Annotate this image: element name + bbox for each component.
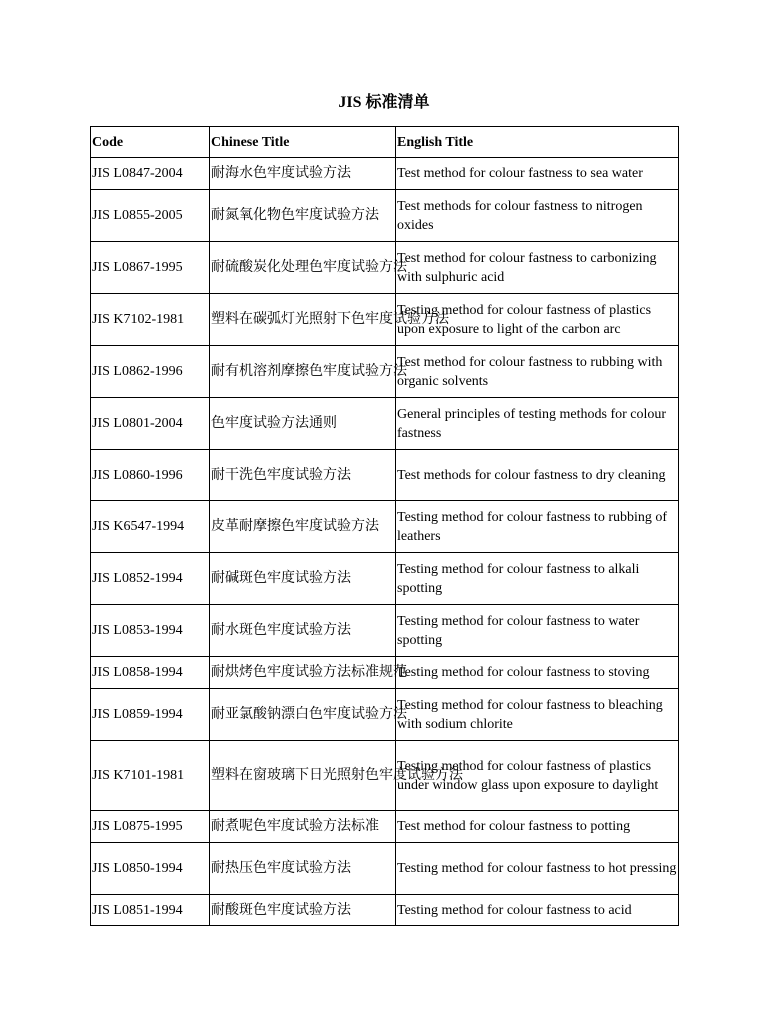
document-title: JIS 标准清单 <box>338 94 430 111</box>
cell-english-title: Testing method for colour fastness to hot pressing <box>396 843 679 895</box>
table-row <box>91 242 679 294</box>
table-row <box>91 398 679 450</box>
table-row <box>91 553 679 605</box>
cell-code: JIS L0847-2004 <box>91 158 210 190</box>
cell-chinese-title: 耐海水色牢度试验方法 <box>210 158 396 190</box>
standards-table <box>90 126 679 926</box>
table-row <box>91 741 679 811</box>
cell-code: JIS L0850-1994 <box>91 843 210 895</box>
cell-chinese-title: 耐硫酸炭化处理色牢度试验方法 <box>210 242 396 294</box>
cell-chinese-title: 色牢度试验方法通则 <box>210 398 396 450</box>
cell-english-title: Test method for colour fastness to carbonizing with sulphuric acid <box>396 242 679 294</box>
header-english-title: English Title <box>396 127 679 158</box>
cell-chinese-title: 耐氮氧化物色牢度试验方法 <box>210 190 396 242</box>
header-chinese-title: Chinese Title <box>210 127 396 158</box>
table-row <box>91 190 679 242</box>
cell-code: JIS K6547-1994 <box>91 501 210 553</box>
cell-code: JIS L0875-1995 <box>91 811 210 843</box>
cell-english-title: Test method for colour fastness to sea water <box>396 158 679 190</box>
table-row <box>91 294 679 346</box>
cell-chinese-title: 耐碱斑色牢度试验方法 <box>210 553 396 605</box>
table-row <box>91 158 679 190</box>
cell-english-title: Test methods for colour fastness to nitrogen oxides <box>396 190 679 242</box>
table-row <box>91 346 679 398</box>
table-header-row <box>91 127 679 158</box>
table-row <box>91 895 679 926</box>
cell-code: JIS L0858-1994 <box>91 657 210 689</box>
table-row <box>91 501 679 553</box>
cell-chinese-title: 耐煮呢色牢度试验方法标准 <box>210 811 396 843</box>
header-code: Code <box>91 127 210 158</box>
cell-english-title: Test methods for colour fastness to dry cleaning <box>396 450 679 501</box>
cell-code: JIS L0867-1995 <box>91 242 210 294</box>
cell-chinese-title: 皮革耐摩擦色牢度试验方法 <box>210 501 396 553</box>
cell-chinese-title: 塑料在碳弧灯光照射下色牢度试验方法 <box>210 294 396 346</box>
cell-english-title: Test method for colour fastness to potting <box>396 811 679 843</box>
cell-english-title: Testing method for colour fastness to acid <box>396 895 679 926</box>
table-row <box>91 843 679 895</box>
cell-chinese-title: 耐干洗色牢度试验方法 <box>210 450 396 501</box>
cell-code: JIS L0852-1994 <box>91 553 210 605</box>
table-row <box>91 657 679 689</box>
cell-chinese-title: 耐有机溶剂摩擦色牢度试验方法 <box>210 346 396 398</box>
cell-english-title: Testing method for colour fastness of plastics under window glass upon exposure to daylight <box>396 741 679 811</box>
cell-chinese-title: 耐水斑色牢度试验方法 <box>210 605 396 657</box>
cell-english-title: Testing method for colour fastness to stoving <box>396 657 679 689</box>
cell-english-title: Test method for colour fastness to rubbing with organic solvents <box>396 346 679 398</box>
cell-code: JIS L0801-2004 <box>91 398 210 450</box>
cell-english-title: Testing method for colour fastness to bleaching with sodium chlorite <box>396 689 679 741</box>
cell-code: JIS L0860-1996 <box>91 450 210 501</box>
cell-chinese-title: 耐酸斑色牢度试验方法 <box>210 895 396 926</box>
cell-chinese-title: 塑料在窗玻璃下日光照射色牢度试验方法 <box>210 741 396 811</box>
cell-code: JIS K7102-1981 <box>91 294 210 346</box>
table-row <box>91 811 679 843</box>
cell-english-title: Testing method for colour fastness to alkali spotting <box>396 553 679 605</box>
cell-code: JIS L0862-1996 <box>91 346 210 398</box>
cell-code: JIS L0855-2005 <box>91 190 210 242</box>
cell-code: JIS L0859-1994 <box>91 689 210 741</box>
cell-chinese-title: 耐亚氯酸钠漂白色牢度试验方法 <box>210 689 396 741</box>
table-row <box>91 605 679 657</box>
table-row <box>91 450 679 501</box>
cell-english-title: Testing method for colour fastness to rubbing of leathers <box>396 501 679 553</box>
cell-code: JIS K7101-1981 <box>91 741 210 811</box>
cell-english-title: Testing method for colour fastness to water spotting <box>396 605 679 657</box>
cell-english-title: Testing method for colour fastness of plastics upon exposure to light of the carbon arc <box>396 294 679 346</box>
cell-english-title: General principles of testing methods for colour fastness <box>396 398 679 450</box>
cell-chinese-title: 耐烘烤色牢度试验方法标准规范 <box>210 657 396 689</box>
cell-chinese-title: 耐热压色牢度试验方法 <box>210 843 396 895</box>
cell-code: JIS L0853-1994 <box>91 605 210 657</box>
table-row <box>91 689 679 741</box>
cell-code: JIS L0851-1994 <box>91 895 210 926</box>
